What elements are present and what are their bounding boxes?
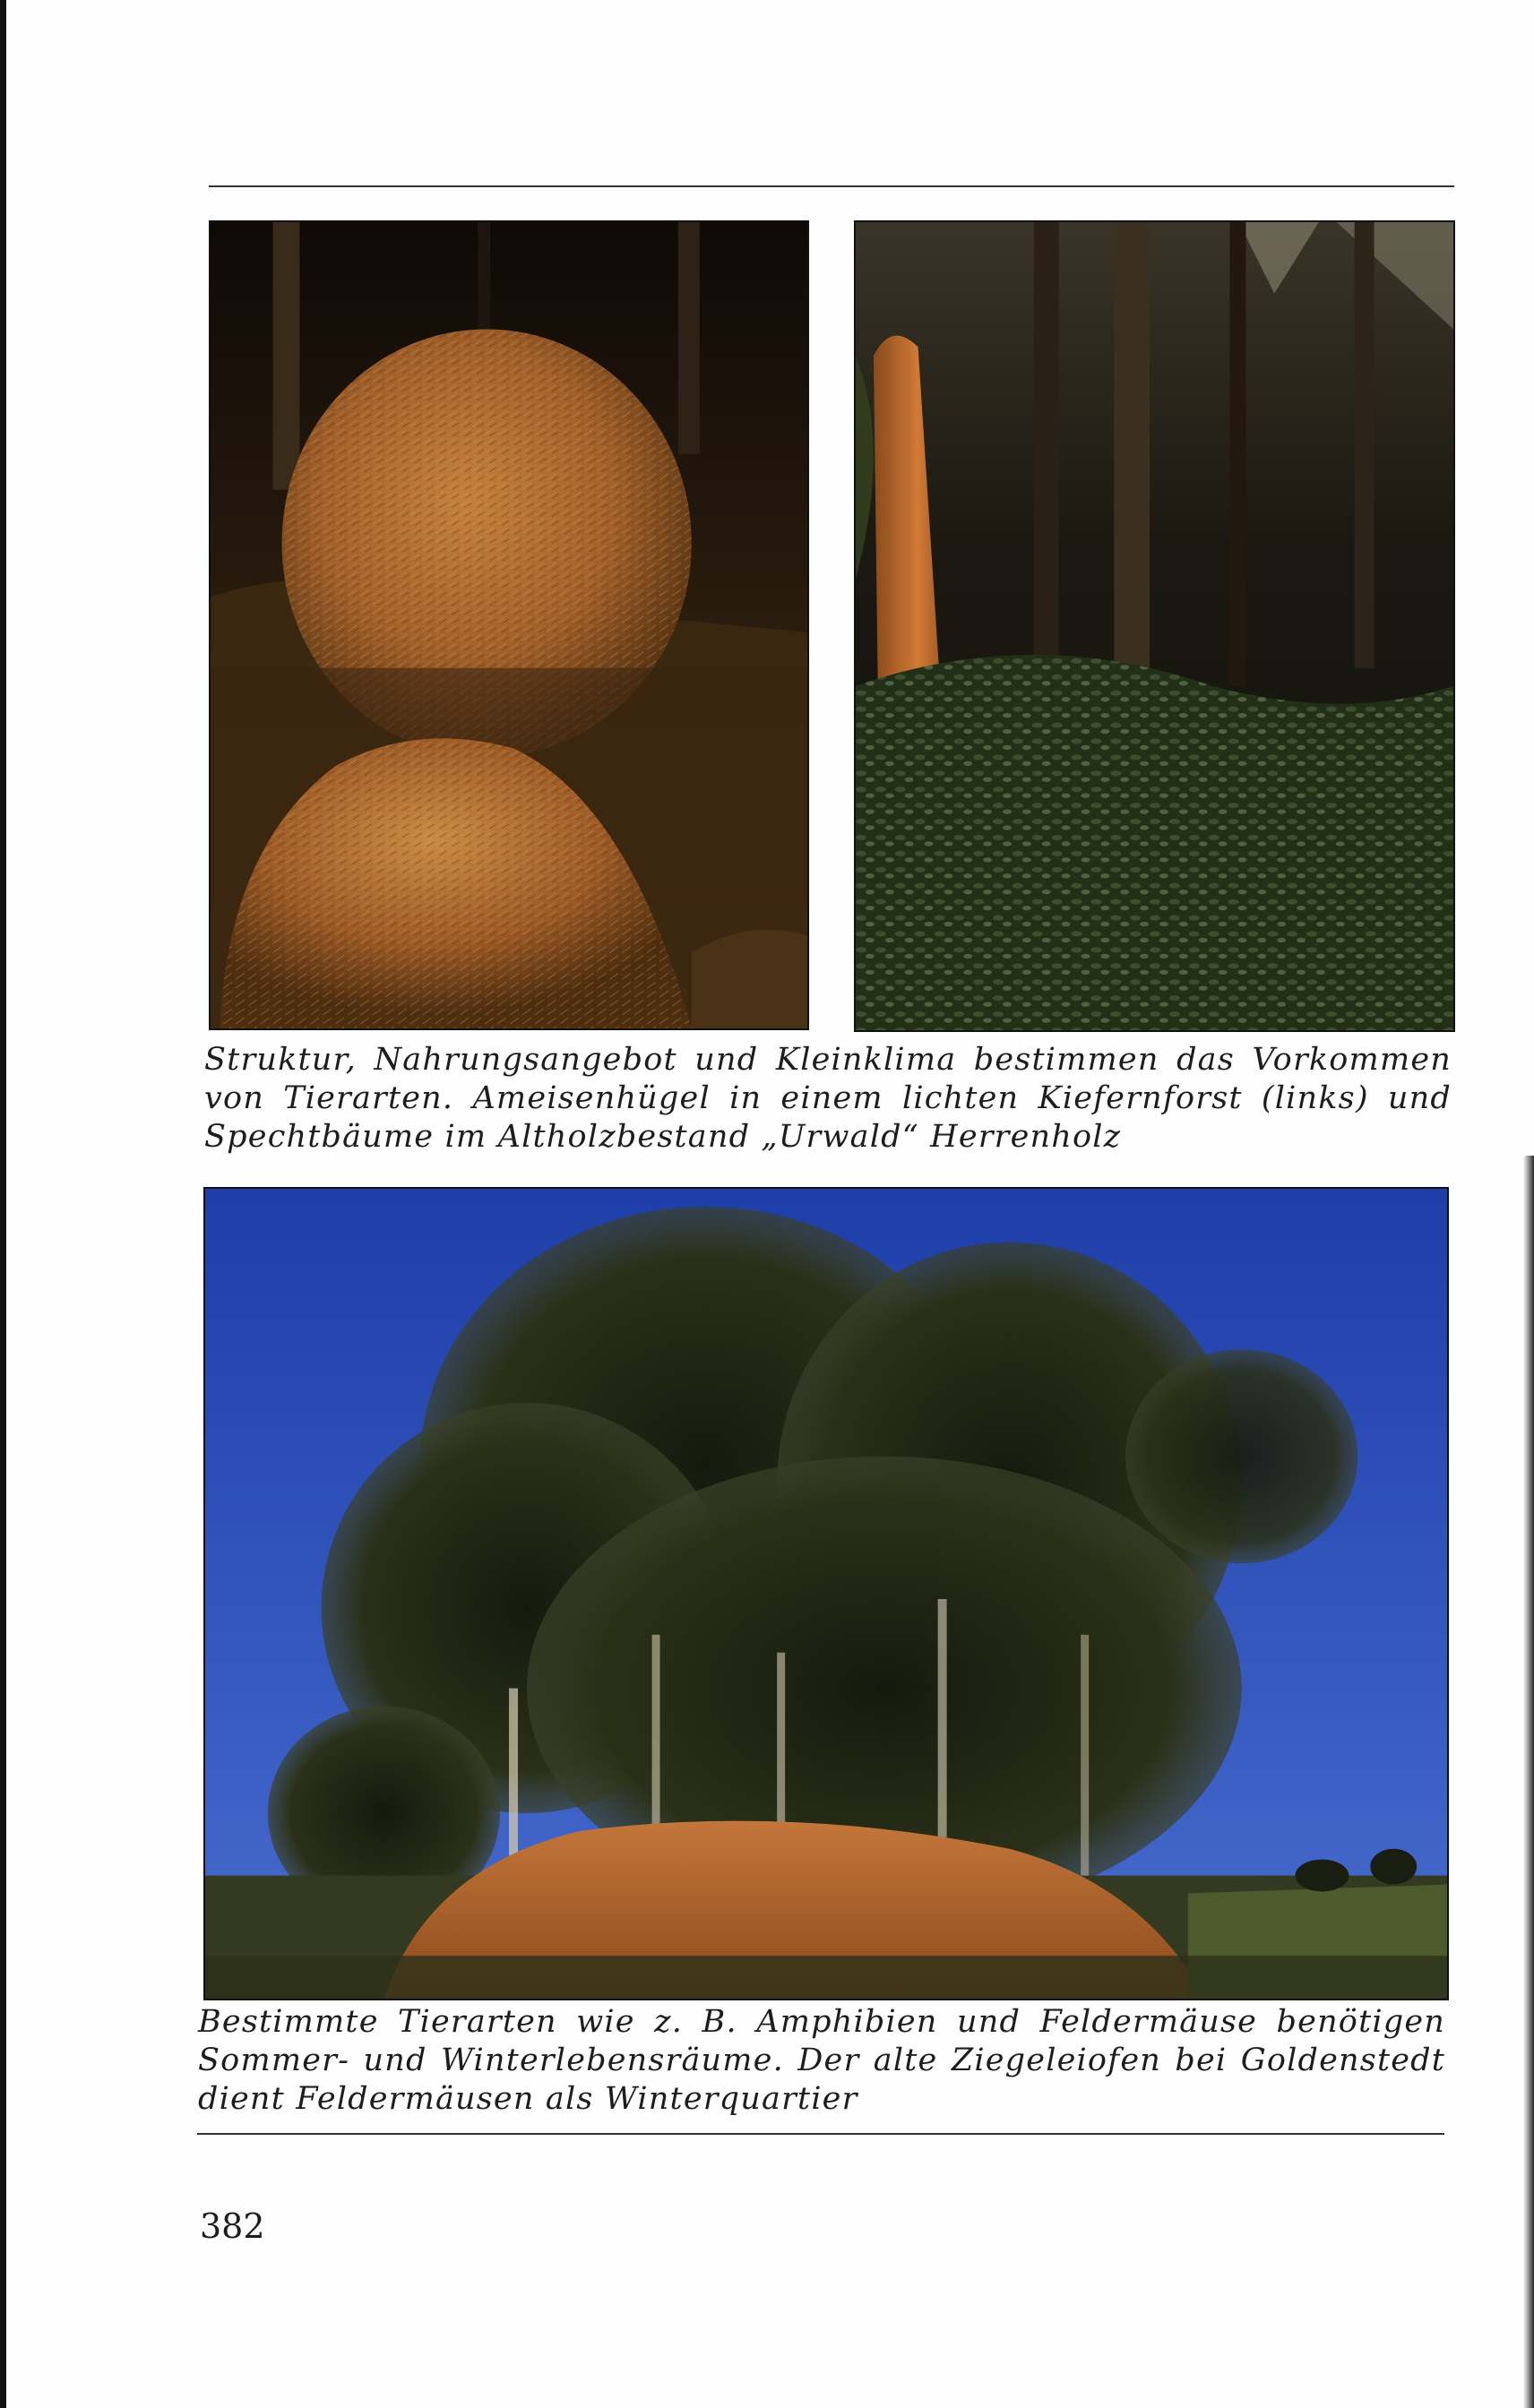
photo-birch-kiln [203, 1187, 1449, 2000]
caption-line: Spechtbäume im Altholzbestand „Urwald“ Herrenholz [204, 1119, 1122, 1155]
caption-line: Struktur, Nahrungsangebot und Kleinklima bestimmen das Vorkommen [204, 1042, 1452, 1078]
caption-line: Sommer- und Winterlebensräume. Der alte Ziegeleiofen bei Goldenstedt [198, 2042, 1445, 2078]
bottom-rule [197, 2133, 1444, 2135]
top-caption [204, 1041, 1452, 1157]
top-rule [209, 185, 1454, 187]
ant-hills-image [211, 222, 807, 1028]
scan-edge [0, 0, 6, 2408]
caption-line: Bestimmte Tierarten wie z. B. Amphibien und Feldermäuse benötigen [198, 2004, 1445, 2040]
scan-edge [1523, 1156, 1534, 2408]
woodpecker-trees-image [856, 222, 1453, 1030]
caption-line: von Tierarten. Ameisenhügel in einem lichten Kiefernforst (links) und [204, 1080, 1452, 1116]
birch-kiln-image [205, 1189, 1447, 1999]
page-number: 382 [200, 2206, 265, 2246]
bottom-caption [198, 2003, 1445, 2119]
photo-woodpecker-trees [854, 220, 1455, 1032]
caption-line: dient Feldermäusen als Winterquartier [198, 2081, 858, 2117]
photo-ant-hills [209, 220, 809, 1030]
